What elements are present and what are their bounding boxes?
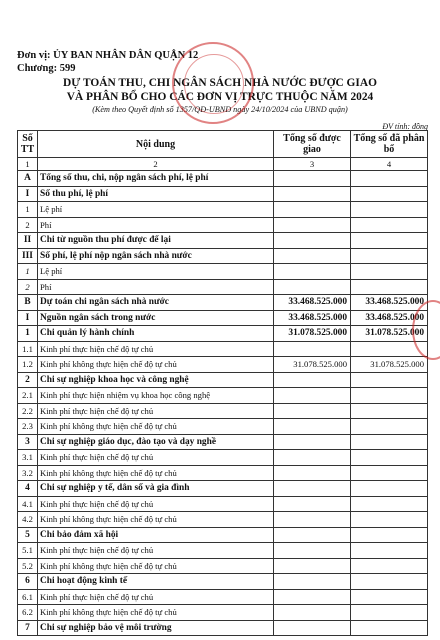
row-content: Số phí, lệ phí nộp ngân sách nhà nước [38, 248, 274, 264]
table-row [18, 512, 428, 528]
row-allocated-value [351, 512, 428, 528]
row-allocated-value [351, 388, 428, 404]
row-allocated-value [351, 434, 428, 450]
row-allocated-value [351, 279, 428, 295]
table-row [18, 295, 428, 311]
row-given-value [274, 403, 351, 419]
row-allocated-value: 31.078.525.000 [351, 326, 428, 342]
row-given-value [274, 450, 351, 466]
table-row [18, 465, 428, 481]
row-allocated-value [351, 202, 428, 218]
column-number-row [18, 158, 428, 171]
row-given-value [274, 543, 351, 559]
row-stt: 3.2 [18, 465, 38, 481]
row-content: Chi hoạt động kinh tế [38, 574, 274, 590]
table-row [18, 419, 428, 435]
unit-label: Đơn vị: ỦY BAN NHÂN DÂN QUẬN 12 [17, 50, 199, 61]
row-given-value [274, 372, 351, 388]
row-content: Kinh phí không thực hiện chế độ tự chủ [38, 419, 274, 435]
row-content: Nguồn ngân sách trong nước [38, 310, 274, 326]
row-content: Phí [38, 217, 274, 233]
row-allocated-value [351, 233, 428, 249]
row-allocated-value [351, 574, 428, 590]
row-allocated-value [351, 481, 428, 497]
row-stt: 6 [18, 574, 38, 590]
header-given: Tổng số được giao [274, 131, 351, 158]
row-content: Tổng số thu, chi, nộp ngân sách phí, lệ phí [38, 171, 274, 187]
row-content: Lệ phí [38, 264, 274, 280]
row-stt: 2 [18, 279, 38, 295]
row-allocated-value [351, 605, 428, 621]
row-stt: 1.1 [18, 341, 38, 357]
table-row [18, 434, 428, 450]
row-given-value [274, 434, 351, 450]
row-allocated-value [351, 403, 428, 419]
col-number: 2 [38, 158, 274, 171]
row-stt: II [18, 233, 38, 249]
table-row [18, 620, 428, 636]
table-row [18, 558, 428, 574]
row-allocated-value [351, 589, 428, 605]
table-row [18, 574, 428, 590]
table-row [18, 450, 428, 466]
row-content: Kinh phí không thực hiện chế độ tự chủ [38, 357, 274, 373]
row-given-value [274, 388, 351, 404]
row-given-value [274, 465, 351, 481]
row-content: Phí [38, 279, 274, 295]
row-content: Kinh phí thực hiện chế độ tự chủ [38, 450, 274, 466]
row-stt: I [18, 186, 38, 202]
table-row [18, 171, 428, 187]
row-stt: 4.2 [18, 512, 38, 528]
table-row [18, 248, 428, 264]
row-stt: 4 [18, 481, 38, 497]
row-given-value [274, 574, 351, 590]
table-row [18, 357, 428, 373]
row-content: Chi sự nghiệp y tế, dân số và gia đình [38, 481, 274, 497]
row-stt: 5.2 [18, 558, 38, 574]
row-allocated-value [351, 419, 428, 435]
row-content: Lệ phí [38, 202, 274, 218]
row-content: Số thu phí, lệ phí [38, 186, 274, 202]
document-title-line2: VÀ PHÂN BỔ CHO CÁC ĐƠN VỊ TRỰC THUỘC NĂM 2024 [66, 91, 374, 103]
header-content: Nội dung [38, 131, 274, 158]
row-given-value: 31.078.525.000 [274, 357, 351, 373]
row-given-value: 33.468.525.000 [274, 310, 351, 326]
row-given-value [274, 512, 351, 528]
row-content: Chi từ nguồn thu phí được để lại [38, 233, 274, 249]
row-stt: 7 [18, 620, 38, 636]
row-given-value [274, 620, 351, 636]
table-row [18, 388, 428, 404]
table-row [18, 279, 428, 295]
row-allocated-value: 33.468.525.000 [351, 295, 428, 311]
row-content: Kinh phí không thực hiện chế độ tự chủ [38, 605, 274, 621]
table-row [18, 202, 428, 218]
row-content: Dự toán chi ngân sách nhà nước [38, 295, 274, 311]
header-allocated: Tổng số đã phân bổ [351, 131, 428, 158]
unit-note: ĐV tính: đồng [382, 122, 428, 131]
row-content: Kinh phí thực hiện chế độ tự chủ [38, 589, 274, 605]
row-content: Kinh phí thực hiện chế độ tự chủ [38, 403, 274, 419]
col-number: 4 [351, 158, 428, 171]
table-row [18, 217, 428, 233]
row-stt: B [18, 295, 38, 311]
row-given-value [274, 217, 351, 233]
row-content: Chi sự nghiệp khoa học và công nghệ [38, 372, 274, 388]
row-stt: I [18, 310, 38, 326]
row-stt: 4.1 [18, 496, 38, 512]
row-stt: 1 [18, 202, 38, 218]
row-stt: 2.2 [18, 403, 38, 419]
row-allocated-value: 33.468.525.000 [351, 310, 428, 326]
row-given-value: 31.078.525.000 [274, 326, 351, 342]
row-allocated-value [351, 543, 428, 559]
table-row [18, 481, 428, 497]
row-given-value [274, 171, 351, 187]
row-stt: 2.1 [18, 388, 38, 404]
row-allocated-value [351, 496, 428, 512]
table-row [18, 496, 428, 512]
row-stt: 5 [18, 527, 38, 543]
red-seal-stamp [172, 42, 254, 124]
chapter-label: Chương: 599 [17, 63, 76, 74]
document-title-line1: DỰ TOÁN THU, CHI NGÂN SÁCH NHÀ NƯỚC ĐƯỢC GIAO [63, 77, 377, 89]
table-header-row [18, 131, 428, 158]
row-stt: 6.2 [18, 605, 38, 621]
row-given-value [274, 496, 351, 512]
row-content: Kinh phí thực hiện nhiệm vụ khoa học công nghệ [38, 388, 274, 404]
row-content: Kinh phí không thực hiện chế độ tự chủ [38, 465, 274, 481]
row-allocated-value [351, 264, 428, 280]
row-content: Chi sự nghiệp giáo dục, đào tạo và dạy nghề [38, 434, 274, 450]
row-given-value: 33.468.525.000 [274, 295, 351, 311]
col-number: 3 [274, 158, 351, 171]
row-allocated-value [351, 217, 428, 233]
row-given-value [274, 186, 351, 202]
table-row [18, 310, 428, 326]
row-given-value [274, 341, 351, 357]
table-row [18, 186, 428, 202]
row-stt: 2.3 [18, 419, 38, 435]
row-allocated-value [351, 620, 428, 636]
row-given-value [274, 605, 351, 621]
budget-table [17, 130, 428, 636]
row-content: Chi quản lý hành chính [38, 326, 274, 342]
row-allocated-value: 31.078.525.000 [351, 357, 428, 373]
row-content: Kinh phí thực hiện chế độ tự chủ [38, 543, 274, 559]
table-row [18, 326, 428, 342]
row-stt: 5.1 [18, 543, 38, 559]
row-allocated-value [351, 465, 428, 481]
row-stt: 3 [18, 434, 38, 450]
row-content: Kinh phí thực hiện chế độ tự chủ [38, 341, 274, 357]
table-row [18, 543, 428, 559]
row-stt: 6.1 [18, 589, 38, 605]
row-allocated-value [351, 558, 428, 574]
row-given-value [274, 481, 351, 497]
row-allocated-value [351, 248, 428, 264]
row-allocated-value [351, 186, 428, 202]
row-stt: 1 [18, 264, 38, 280]
row-stt: 2 [18, 217, 38, 233]
table-body [18, 171, 428, 636]
table-row [18, 403, 428, 419]
row-stt: 1 [18, 326, 38, 342]
row-allocated-value [351, 527, 428, 543]
table-row [18, 605, 428, 621]
row-allocated-value [351, 171, 428, 187]
row-given-value [274, 589, 351, 605]
row-content: Kinh phí thực hiện chế độ tự chủ [38, 496, 274, 512]
row-content: Kinh phí không thực hiện chế độ tự chủ [38, 558, 274, 574]
row-stt: III [18, 248, 38, 264]
row-given-value [274, 419, 351, 435]
row-content: Kinh phí không thực hiện chế độ tự chủ [38, 512, 274, 528]
table-row [18, 589, 428, 605]
table-row [18, 233, 428, 249]
row-given-value [274, 558, 351, 574]
row-allocated-value [351, 450, 428, 466]
row-content: Chi sự nghiệp bảo vệ môi trường [38, 620, 274, 636]
row-given-value [274, 248, 351, 264]
row-given-value [274, 202, 351, 218]
table-row [18, 372, 428, 388]
row-given-value [274, 264, 351, 280]
row-given-value [274, 527, 351, 543]
col-number: 1 [18, 158, 38, 171]
document-subtitle: (Kèm theo Quyết định số 1357/QĐ-UBND ngày 24/10/2024 của UBND quận) [92, 105, 348, 114]
table-row [18, 264, 428, 280]
header-stt: Số TT [18, 131, 38, 158]
row-given-value [274, 279, 351, 295]
row-stt: 3.1 [18, 450, 38, 466]
row-allocated-value [351, 372, 428, 388]
row-stt: 2 [18, 372, 38, 388]
row-stt: 1.2 [18, 357, 38, 373]
row-content: Chi bảo đảm xã hội [38, 527, 274, 543]
table-row [18, 341, 428, 357]
row-given-value [274, 233, 351, 249]
table-row [18, 527, 428, 543]
row-stt: A [18, 171, 38, 187]
